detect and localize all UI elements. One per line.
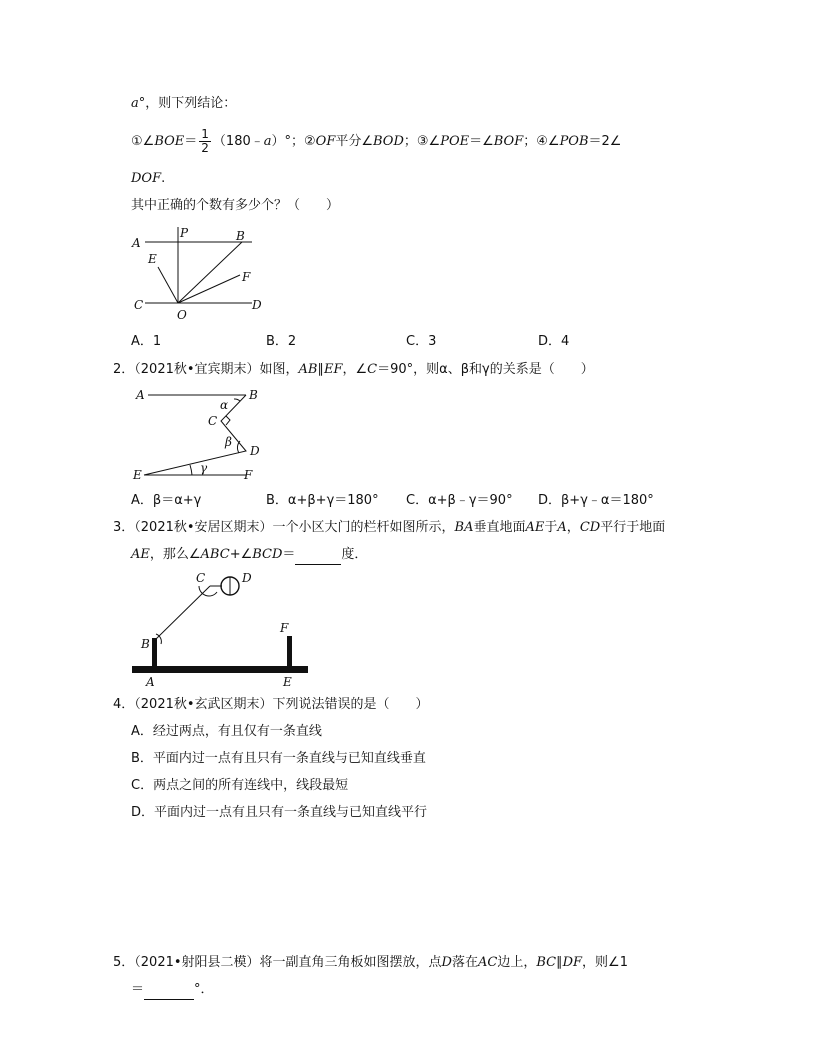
alpha-symbol: a [131,96,139,111]
label-C: C [208,414,218,428]
label-A: A [136,388,145,402]
q1-figure [130,225,270,325]
q1-conclusions: ①∠BOE＝ $\frac{1}{2}$ （180﹣a）°；②OF平分∠BOD；③∠POE＝∠BOF；④∠POB＝2∠ [131,127,622,155]
label-B: B [141,637,150,651]
fraction-half: $\frac{1}{2}$ [201,127,209,155]
label-D: D [250,444,260,458]
q4-option-c[interactable]: C．两点之间的所有连线中，线段最短 [131,778,349,793]
q1-option-a[interactable]: A．1 [131,334,162,349]
q3-figure [130,570,310,690]
label-A: A [146,675,155,689]
q4-option-a[interactable]: A．经过两点，有且仅有一条直线 [131,724,322,739]
label-C: C [196,571,206,585]
q4-stem: 4．（2021秋•玄武区期末）下列说法错误的是（ ） [113,697,429,712]
label-C: C [134,298,144,312]
q2-option-a[interactable]: A．β＝α+γ [131,493,202,508]
label-O: O [177,308,187,322]
q3-stem-line1: 3．（2021秋•安居区期末）一个小区大门的栏杆如图所示，BA垂直地面AE于A，CD平行于地面 [113,520,666,535]
q3-stem-line2: AE，那么∠ABC+∠BCD＝ 度． [131,546,367,565]
answer-blank[interactable] [144,981,194,1000]
label-A: A [132,236,141,250]
q1-line0: a°，则下列结论： [131,96,237,111]
q2-option-d[interactable]: D．β+γ﹣α＝180° [538,493,654,508]
label-F: F [242,270,251,284]
q5-stem-line2: ＝ °． [131,981,214,1000]
label-gamma: γ [200,461,208,475]
label-B: B [236,229,245,243]
label-B: B [249,388,258,402]
q4-option-b[interactable]: B．平面内过一点有且只有一条直线与已知直线垂直 [131,751,426,766]
q1-option-c[interactable]: C．3 [406,334,437,349]
label-P: P [180,226,189,240]
label-D: D [252,298,262,312]
label-F: F [280,621,289,635]
label-E: E [148,252,157,266]
label-E: E [283,675,292,689]
q2-stem: 2．（2021秋•宜宾期末）如图，AB∥EF，∠C＝90°，则α、β和γ的关系是（ ） [113,362,594,377]
label-alpha: α [220,398,229,412]
label-E: E [133,468,142,482]
label-F: F [244,468,253,482]
q2-figure [130,385,265,485]
q4-option-d[interactable]: D．平面内过一点有且只有一条直线与已知直线平行 [131,805,428,820]
q1-line2: DOF. [131,171,166,186]
q2-option-b[interactable]: B．α+β+γ＝180° [266,493,379,508]
q2-option-c[interactable]: C．α+β﹣γ＝90° [406,493,513,508]
q5-stem-line1: 5．（2021•射阳县二模）将一副直角三角板如图摆放，点D落在AC边上，BC∥DF，则∠1 [113,955,628,970]
label-beta: β [225,435,232,449]
q1-option-d[interactable]: D．4 [538,334,570,349]
q1-question: 其中正确的个数有多少个？（ ） [131,198,340,213]
answer-blank[interactable] [295,546,341,565]
q1-option-b[interactable]: B．2 [266,334,297,349]
label-D: D [242,571,252,585]
